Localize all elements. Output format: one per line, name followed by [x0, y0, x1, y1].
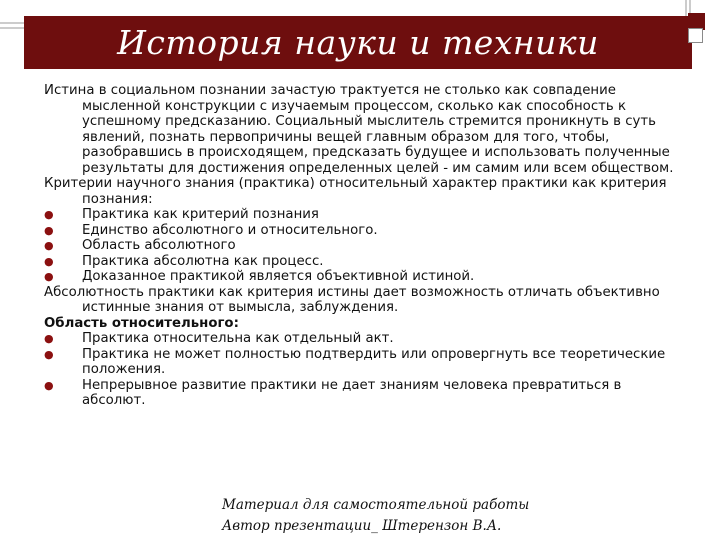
list-item: ● Доказанное практикой является объективной истиной.	[44, 269, 475, 284]
list-item: ● Непрерывное развитие практики не дает знаниям человека превратиться в абсолют.	[44, 377, 622, 408]
list-item: ● Практика как критерий познания	[44, 207, 319, 222]
footer-line-author: Автор презентации_ Штерензон В.А.	[222, 518, 502, 534]
paragraph-absoluteness: Абсолютность практики как критерия истины дает возможность отличать объективно истинные знания от вымысла, заблуждения.	[44, 284, 660, 315]
paragraph-social-truth: Истина в социальном познании зачастую трактуется не столько как совпадение мысленной конструкции с изучаемым процессом, сколько как способность к успешному предсказанию. Социальный мыслитель стремится проникнуть в суть явлений, познать первопричины вещей главным образом для того, чтобы, разобравшись в происходящем, предсказать будущее и использовать полученные результаты для достижения определенных целей - им самим или всем обществом.	[44, 83, 674, 176]
list-item: ● Практика относительна как отдельный акт.	[44, 331, 394, 346]
slide-body	[44, 83, 684, 409]
bullet-icon: ●	[44, 254, 54, 268]
section-heading-relative: Область относительного:	[44, 315, 239, 331]
bullet-icon: ●	[44, 347, 54, 361]
list-item: ● Практика не может полностью подтвердить или опровергнуть все теоретические положения.	[44, 346, 666, 377]
bullet-icon: ●	[44, 270, 54, 283]
list-item: ● Практика абсолютна как процесс.	[44, 253, 324, 269]
bullet-icon: ●	[44, 378, 54, 392]
bullet-icon: ●	[44, 239, 54, 252]
list-item: ● Область абсолютного	[44, 238, 236, 253]
bullet-icon: ●	[44, 223, 54, 237]
bullet-icon: ●	[44, 332, 54, 345]
slide-title: История науки и техники	[117, 23, 599, 62]
paragraph-criteria: Критерии научного знания (практика) относительный характер практики как критерия познания:	[44, 176, 667, 207]
bullet-icon: ●	[44, 208, 54, 221]
list-item: ● Единство абсолютного и относительного.	[44, 222, 378, 238]
footer-line-material: Материал для самостоятельной работы	[222, 497, 530, 513]
footer-credits	[222, 495, 542, 537]
